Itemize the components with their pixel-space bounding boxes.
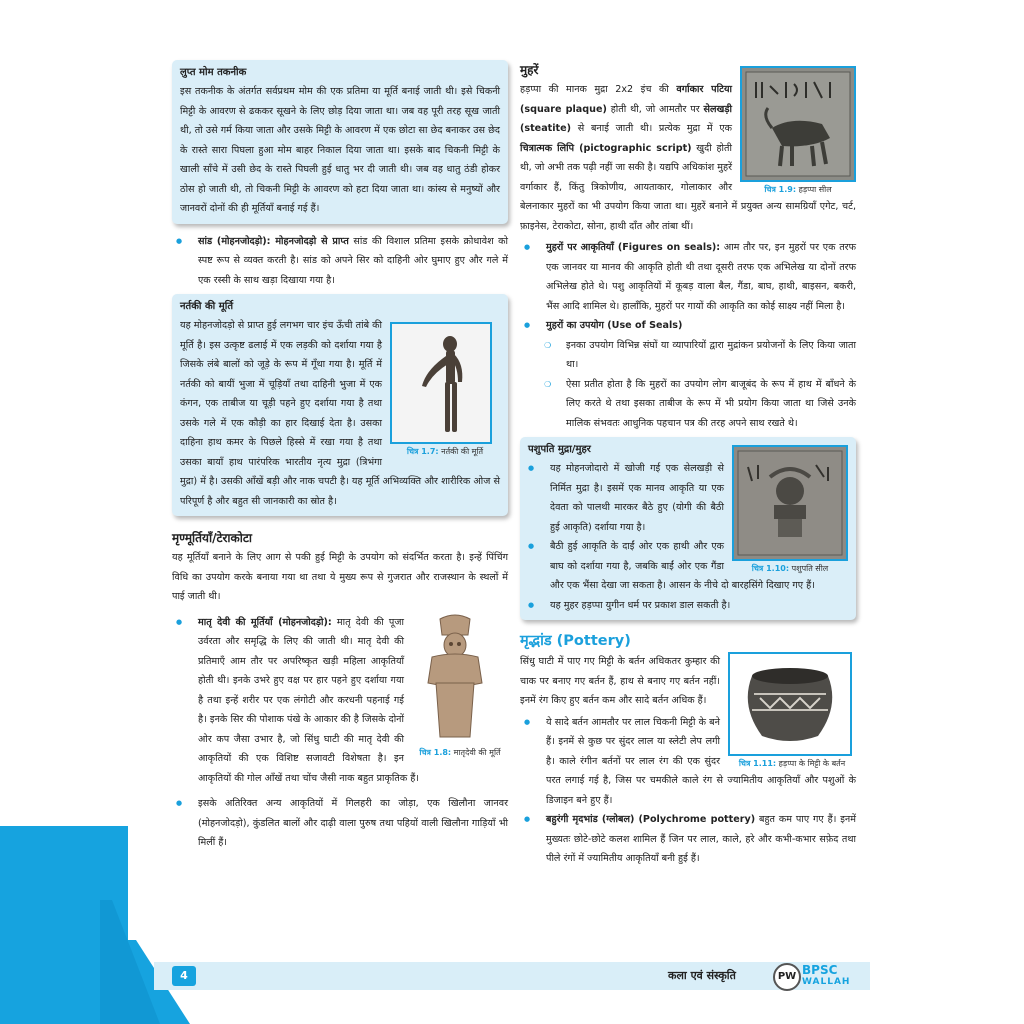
pottery-bullet: ● ये सादे बर्तन आमतौर पर लाल चिकनी मिट्टी के बने हैं। इनमें से कुछ पर सुंदर लाल या स्लेटी लेप लगी है। काले रंगीन बर्तनों पर लाल रंग की एक सुंदर परत लगाई गई है, जिस पर चमकीले काले रंग से ज्यामितीय आकृतियाँ और पशुओं के डिजाइन बने हुए हैं।	[520, 713, 856, 811]
use-of-seals-heading: मुहरों का उपयोग (Use of Seals)	[546, 320, 683, 331]
pottery-intro: सिंधु घाटी में पाए गए मिट्टी के बर्तन अधिकतर कुम्हार की चाक पर बनाए गए बर्तन हैं, हाथ से बनाए गए बर्तन नहीं। इनमें रंग किए हुए बर्तन कम और सादे बर्तन अधिक हैं।	[520, 656, 720, 706]
lost-wax-text: इस तकनीक के अंतर्गत सर्वप्रथम मोम की एक प्रतिमा या मूर्ति बनाई जाती थी। इसे चिकनी मिट्टी के आवरण से ढककर सूखने के लिए छोड़ दिया जाता था। जब वह पूरी तरह सूख जाती थी, तो उसे गर्म किया जाता और उसके मिट्टी के आवरण में एक छोटा सा छेद बनाकर उस छेद के रास्ते सारा पिघला हुआ मोम बाहर निकाल दिया जाता था। इसके बाद चिकनी मिट्टी के खाली साँचे में उसी छेद के रास्ते पिघली हुई धातु भर दी जाती थी। जब वह धातु ठंडी होकर ठोस हो जाती थी, तो चिकनी मिट्टी के आवरण को हटा दिया जाता था। कांस्य से मनुष्यों और जानवरों दोनों की ही मूर्तियाँ बनाई गई हैं।	[180, 86, 500, 214]
use-of-seals-item: ❍ इनका उपयोग विभिन्न संघों या व्यापारियों द्वारा मुद्रांकन प्रयोजनों के लिए किया जाता था।	[520, 336, 856, 375]
figures-on-seals-bullet	[520, 238, 856, 316]
pottery-caption: चित्र 1.11: हड़प्पा के मिट्टी के बर्तन	[738, 759, 846, 768]
polychrome-text: बहुत कम पाए गए हैं। इनमें मुख्यतः छोटे-छोटे कलश शामिल हैं जिन पर लाल, काले, हरे और कभी-कभार सफ़ेद तथा पीले रंगों में ज्यामितीय आकृतियाँ बनी हुई हैं।	[546, 814, 856, 864]
pashupati-seal-caption: चित्र 1.10: पशुपति सील	[751, 564, 829, 573]
mother-goddess-image	[412, 613, 498, 745]
right-column	[520, 60, 856, 869]
other-figures-bullet: ● इसके अतिरिक्त अन्य आकृतियों में गिलहरी का जोड़ा, एक खिलौना जानवर (मोहनजोदड़ो), कुंडलित बालों और दाढ़ी वाला पुरुष तथा पहियों वाली खिलौना गाड़ियाँ भी मिलीं हैं।	[172, 794, 508, 853]
use-of-seals-item: ❍ ऐसा प्रतीत होता है कि मुहरों का उपयोग लोग बाजूबंद के रूप में हाथ में बाँधने के लिए करते थे तथा इसका ताबीज के रूप में भी प्रयोग किया जाता था जिसे उनके मालिक संभवतः आधुनिक पहचान पत्र की तरह अपने साथ रखते थे।	[520, 375, 856, 434]
brand-name: BPSC	[802, 963, 838, 977]
footer-bar	[154, 962, 870, 990]
harappan-seal-image	[740, 66, 856, 182]
terracotta-heading: मृण्मूर्तियाँ/टेराकोटा	[172, 531, 252, 545]
bull-bullet	[172, 232, 508, 291]
figure-dancer	[390, 322, 500, 457]
polychrome-bullet	[520, 810, 856, 869]
pashupati-bullet: ● यह मुहर हड़प्पा युगीन धर्म पर प्रकाश डाल सकती है।	[524, 596, 848, 616]
pashupati-box	[520, 437, 856, 620]
figure-mother-goddess	[412, 613, 508, 758]
use-of-seals-bullet	[520, 316, 856, 336]
dancer-image	[390, 322, 492, 444]
pottery-heading: मृद्भांड (Pottery)	[520, 633, 631, 649]
bull-text: सांड की विशाल प्रतिमा इसके क्रोधावेश को स्पष्ट रूप से व्यक्त करती है। सांड को अपने सिर को दाहिनी ओर घुमाए हुए और गले में एक रस्सी के साथ खड़ा दिखाया गया है।	[198, 235, 508, 286]
brand-sub: WALLAH	[802, 977, 851, 987]
mother-goddess-caption: ● चित्र 1.8: मातृदेवी की मूर्ति	[419, 747, 501, 757]
bull-heading: सांड (मोहनजोदड़ो): मोहनजोदड़ो से प्राप्त	[198, 235, 349, 247]
decor-wedge-light	[100, 900, 160, 1024]
dancer-text: यह मोहनजोदड़ो से प्राप्त हुई लगभग चार इंच ऊँची तांबे की मूर्ति है। इस उत्कृष्ट ढलाई में एक लड़की को दर्शाया गया है जिसके लंबे बालों को जूड़े के रूप में गूँथा गया है। मूर्ति में नर्तकी को बायीं भुजा में चूड़ियाँ तथा दाहिनी भुजा में एक कंगन, एक ताबीज या चूड़ी पहने हुए दर्शाया गया है तथा उसके गले में एक कौड़ी का हार दिखाई देता है। उसका दाहिना हाथ कमर के पिछले हिस्से में रखा गया है तथा उसका बायाँ हाथ पारंपरिक भारतीय नृत्य मुद्रा (त्रिभंगा मुद्रा) में है। उसकी आँखें बड़ी और नाक चपटी है। यह मूर्ति अभिव्यक्ति और शारीरिक ओज से परिपूर्ण है और बहुत सी जानकारी का स्रोत है।	[180, 320, 500, 507]
figures-on-seals-text: आम तौर पर, इन मुहरों पर एक तरफ एक जानवर या मानव की आकृति होती थी तथा दूसरी तरफ एक अभिलेख या दोनों तरफ अभिलेख होते थे। पशु आकृतियों में कूबड़ वाला बैल, गैंडा, बाघ, हाथी, बाइसन, बकरी, भैंस आदि शामिल थे। हालाँकि, मुहरों पर गायों की आकृति का कोई साक्ष्य नहीं मिला है।	[546, 242, 856, 312]
figure-harappan-seal	[740, 66, 856, 195]
harappan-seal-caption: चित्र 1.9: हड़प्पा सील	[764, 185, 832, 194]
pw-logo-icon: PW	[773, 963, 801, 991]
seals-heading: मुहरें	[520, 63, 539, 77]
terracotta-intro: यह मूर्तियाँ बनाने के लिए आग से पकी हुई मिट्टी के उपयोग को संदर्भित करता है। इन्हें पिंचिंग विधि का उपयोग करके बनाया गया था तथा ये मुख्य रूप से गुजरात और राजस्थान के स्थलों में पाई जाती थी।	[172, 552, 508, 602]
dancer-box	[172, 294, 508, 516]
pashupati-title: पशुपति मुद्रा/मुहर	[528, 444, 591, 455]
seals-text: हड़प्पा की मानक मुद्रा 2x2 इंच की वर्गाकार पटिया (square plaque) होती थी, जो आमतौर पर सेलखड़ी (steatite) से बनाई जाती थी। प्रत्येक मुद्रा में एक चित्रात्मक लिपि (pictographic script) खुदी होती थी, जो अभी तक पढ़ी नहीं जा सकी है। यद्यपि अधिकांश मुहरें वर्गाकार हैं, किंतु त्रिकोणीय, आयताकार, गोलाकार और बेलनाकार मुहरों का भी उपयोग किया जाता था। मुहरें बनाने में प्रयुक्त अन्य सामग्रियाँ एगेट, चर्ट, फ़ाइनेस, टेराकोटा, सोना, हाथी दाँत और तांबा थीं।	[520, 84, 856, 232]
mother-goddess-heading: मातृ देवी की मूर्तियाँ (मोहनजोदड़ो):	[198, 616, 332, 628]
figures-on-seals-heading: मुहरों पर आकृतियाँ (Figures on seals):	[546, 242, 721, 253]
lost-wax-box	[172, 60, 508, 224]
left-column	[172, 60, 508, 853]
brand-logo	[802, 964, 850, 988]
lost-wax-title: लुप्त मोम तकनीक	[180, 67, 247, 78]
pashupati-bullet: ● बैठी हुई आकृति के दाईं ओर एक हाथी और एक बाघ को दर्शाया गया है, जबकि बाईं ओर एक गैंडा और एक भैंसा देखा जा सकता है। आसन के नीचे दो बारहसिंगे दिखाए गए हैं।	[524, 537, 848, 596]
mother-goddess-bullet	[172, 613, 508, 789]
footer-subject: कला एवं संस्कृति	[668, 969, 736, 982]
dancer-title: नर्तकी की मूर्ति	[180, 301, 234, 312]
dancer-caption: चित्र 1.7: नर्तकी की मूर्ति	[406, 447, 484, 456]
mother-goddess-text: मातृ देवी की पूजा उर्वरता और समृद्धि के लिए की जाती थी। मातृ देवी की प्रतिमाएँ आम तौर पर अपरिष्कृत खड़ी महिला आकृतियाँ होती थी। इनके उभरे हुए वक्ष पर हार पहने हुए दर्शाया गया है तथा इन्हें शरीर पर एक लंगोटी और करधनी पहनाई गई है। इनके सिर की पोशाक पंखे के आकार की है जिसके दोनों ओर कप जैसा उभार है, जो सिंधु घाटी की मातृ देवी की आकृतियों की एक विशिष्ट सजावटी विशेषता है। इन आकृतियों की गोल आँखें तथा चोंच जैसी नाक बहुत प्राकृतिक हैं।	[198, 616, 419, 784]
page-number: 4	[172, 966, 196, 986]
pashupati-bullet: ● यह मोहनजोदारो में खोजी गई एक सेलखड़ी से निर्मित मुद्रा है। इसमें एक मानव आकृति या एक देवता को पालथी मारकर बैठे हुए (योगी की बैठी हुई आकृति) दर्शाया गया है।	[524, 459, 848, 537]
polychrome-heading: बहुरंगी मृदभांड (ग्लोबल) (Polychrome pottery)	[546, 814, 756, 825]
